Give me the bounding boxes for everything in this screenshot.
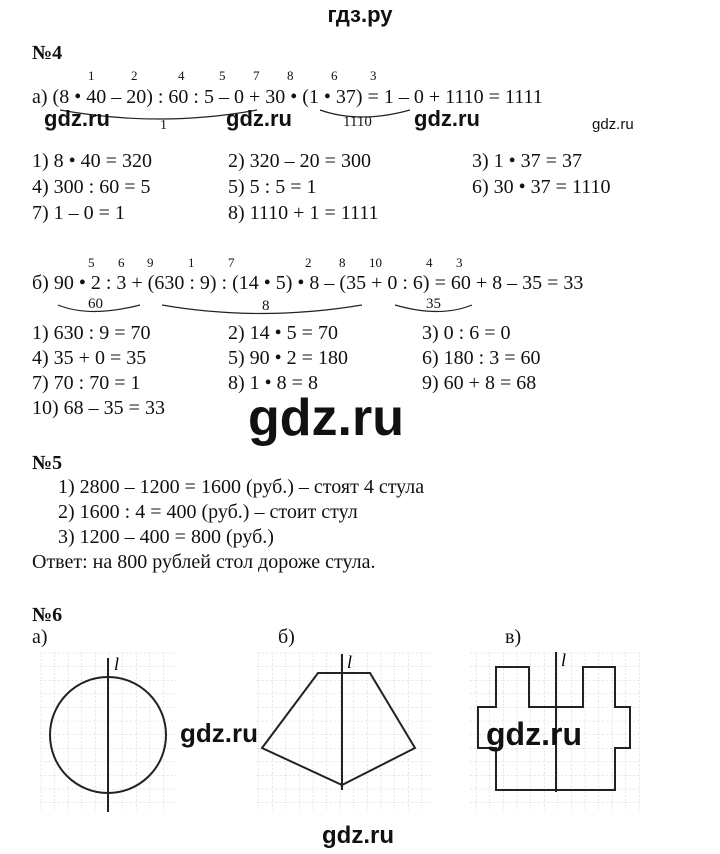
order-mark: 3 [370,68,377,83]
watermark: gdz.ru [180,718,258,748]
step: 2) 14 • 5 = 70 [228,322,338,344]
step: 7) 70 : 70 = 1 [32,372,141,394]
order-mark: 3 [456,255,463,270]
axis-label-b: l [347,652,353,672]
figure-label-c: в) [505,626,522,648]
under-mark: 1110 [343,114,372,130]
order-mark: 1 [88,68,95,83]
watermark: gdz.ru [226,106,292,131]
order-mark: 7 [228,255,235,270]
watermark: gdz.ru [592,116,634,133]
watermark: gdz.ru [486,716,582,752]
order-mark: 2 [305,255,312,270]
order-mark: 6 [331,68,338,83]
step: 8) 1 • 8 = 8 [228,372,318,394]
step: 5) 5 : 5 = 1 [228,176,317,198]
task5-step: 2) 1600 : 4 = 400 (руб.) – стоит стул [58,501,358,523]
order-mark: 8 [339,255,346,270]
task4b-expression: б) 90 • 2 : 3 + (630 : 9) : (14 • 5) • 8 – (35 + 0 : 6) = 60 + 8 – 35 = 33 [32,272,584,294]
step: 10) 68 – 35 = 33 [32,397,165,419]
under-mark: 60 [88,296,103,312]
page-header: гдз.ру [327,2,393,27]
watermark: gdz.ru [414,106,480,131]
order-mark: 4 [178,68,185,83]
under-mark: 35 [426,296,441,312]
order-mark: 5 [219,68,226,83]
under-mark: 8 [262,298,270,314]
step: 3) 1 • 37 = 37 [472,150,582,172]
step: 6) 30 • 37 = 1110 [472,176,611,198]
grid-b [256,652,434,810]
step: 2) 320 – 20 = 300 [228,150,371,172]
watermark: gdz.ru [248,389,404,447]
task4-title: №4 [32,42,63,64]
step: 6) 180 : 3 = 60 [422,347,541,369]
task5-step: 3) 1200 – 400 = 800 (руб.) [58,526,274,548]
step: 8) 1110 + 1 = 1111 [228,202,379,224]
order-mark: 6 [118,255,125,270]
axis-label-c: l [561,650,567,670]
order-mark: 5 [88,255,95,270]
watermark: gdz.ru [322,822,394,849]
figure-label-b: б) [278,626,295,648]
task5-answer: Ответ: на 800 рублей стол дороже стула. [32,551,376,573]
axis-label-a: l [114,654,120,674]
step: 3) 0 : 6 = 0 [422,322,511,344]
order-mark: 2 [131,68,138,83]
under-mark: 1 [160,118,167,133]
order-mark: 4 [426,255,433,270]
order-mark: 10 [369,255,382,270]
task6-title: №6 [32,604,63,626]
task5-step: 1) 2800 – 1200 = 1600 (руб.) – стоят 4 стула [58,476,425,498]
order-mark: 1 [188,255,195,270]
step: 9) 60 + 8 = 68 [422,372,537,394]
step: 4) 35 + 0 = 35 [32,347,147,369]
watermark: gdz.ru [44,106,110,131]
order-mark: 9 [147,255,154,270]
task4a-expression: а) (8 • 40 – 20) : 60 : 5 – 0 + 30 • (1 • 37) = 1 – 0 + 1110 = 1111 [32,86,543,108]
order-mark: 7 [253,68,260,83]
figure-label-a: а) [32,626,48,648]
step: 7) 1 – 0 = 1 [32,202,125,224]
order-mark: 8 [287,68,294,83]
step: 5) 90 • 2 = 180 [228,347,348,369]
task5-title: №5 [32,452,63,474]
step: 4) 300 : 60 = 5 [32,176,151,198]
step: 1) 630 : 9 = 70 [32,322,151,344]
step: 1) 8 • 40 = 320 [32,150,152,172]
